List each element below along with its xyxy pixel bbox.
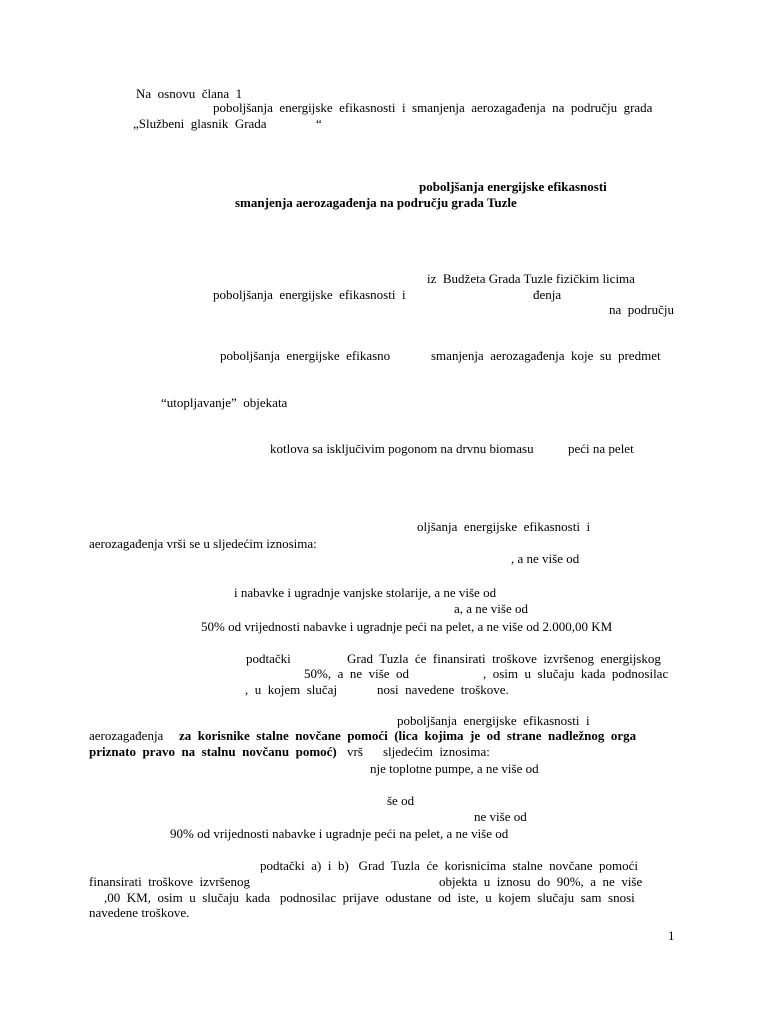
text-line: „Službeni glasnik Grada xyxy=(133,116,267,131)
text-line: iz Budžeta Grada Tuzle fizičkim licima xyxy=(427,271,635,286)
text-line: , a ne više od xyxy=(511,551,580,566)
list-item: i nabavke i ugradnje vanjske stolarije, a ne više od xyxy=(234,585,497,600)
text-line: oljšanja energijske efikasnosti i xyxy=(417,519,591,534)
list-item: 50% od vrijednosti nabavke i ugradnje peći na pelet, a ne više od 2.000,00 KM xyxy=(201,619,613,634)
text-line: nosi navedene troškove. xyxy=(377,682,509,697)
text-line: smanjenja aerozagađenja koje su predmet xyxy=(431,348,661,363)
text-line: aerozagađenja vrši se u sljedećim iznosima: xyxy=(89,536,317,551)
list-item: še od xyxy=(387,793,415,808)
text-line: nje toplotne pumpe, a ne više od xyxy=(370,761,539,776)
text-line: , osim u slučaju kada podnosilac xyxy=(483,666,669,681)
text-line: finansirati troškove izvršenog xyxy=(89,874,251,889)
text-line: ,00 KM, osim u slučaju kada podnosilac prijave odustane od iste, u kojem slučaju sam snosi xyxy=(104,890,635,905)
text-line: “utopljavanje” objekata xyxy=(161,395,288,410)
text-line: vrš xyxy=(347,744,363,759)
text-line: navedene troškove. xyxy=(89,905,190,920)
document-title: smanjenja aerozagađenja na području grada Tuzle xyxy=(235,195,517,210)
text-line: Na osnovu člana 1 xyxy=(136,86,243,101)
list-item: a, a ne više od xyxy=(454,601,529,616)
text-line: sljedećim iznosima: xyxy=(383,744,490,759)
text-line: “ xyxy=(316,116,322,131)
list-item: ne više od xyxy=(474,809,527,824)
text-line: podtački a) i b) Grad Tuzla će korisnicima stalne novčane pomoći xyxy=(260,858,638,873)
text-line: peći na pelet xyxy=(568,441,634,456)
text-line: poboljšanja energijske efikasnosti i smanjenja aerozagađenja na području grada xyxy=(213,100,653,115)
text-line: , u kojem slučaj xyxy=(245,682,338,697)
text-line: poboljšanja energijske efikasnosti i xyxy=(397,713,590,728)
text-line: kotlova sa isključivim pogonom na drvnu biomasu xyxy=(270,441,534,456)
text-line: podtački xyxy=(246,651,291,666)
document-title: poboljšanja energijske efikasnosti xyxy=(419,179,607,194)
text-line: objekta u iznosu do 90%, a ne više xyxy=(439,874,643,889)
text-line: 50%, a ne više od xyxy=(304,666,410,681)
text-line: poboljšanja energijske efikasno xyxy=(220,348,391,363)
text-line: aerozagađenja xyxy=(89,728,164,743)
list-item: 90% od vrijednosti nabavke i ugradnje peći na pelet, a ne više od xyxy=(170,826,509,841)
text-line: Grad Tuzla će finansirati troškove izvršenog energijskog xyxy=(347,651,661,666)
text-line: na području xyxy=(609,302,674,317)
text-line-bold: za korisnike stalne novčane pomoći (lica kojima je od strane nadležnog orga xyxy=(179,728,637,743)
text-line-bold: priznato pravo na stalnu novčanu pomoć) xyxy=(89,744,337,759)
page-number: 1 xyxy=(668,928,675,943)
text-line: poboljšanja energijske efikasnosti i xyxy=(213,287,406,302)
text-line: đenja xyxy=(533,287,562,302)
